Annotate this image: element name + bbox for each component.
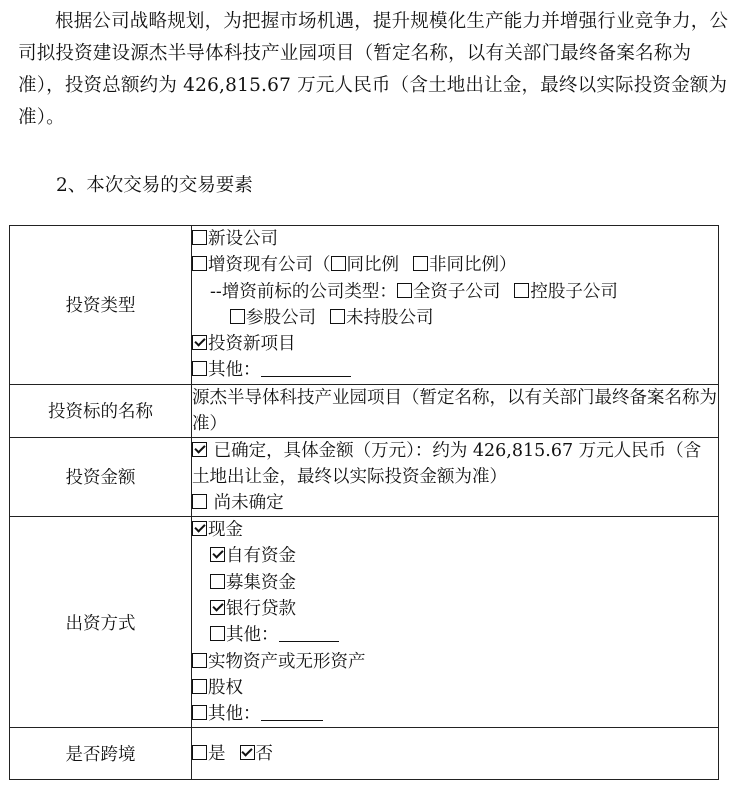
non-holding-checkbox[interactable] [330,309,345,324]
new-project-checkbox[interactable] [192,335,207,350]
amount-determined-text: 已确定，具体金额（万元）：约为 426,815.67 万元人民币（含土地出让金，最终以实际投资金额为准） [192,440,702,487]
funding-other-text: 其他： [208,704,261,725]
section-heading: 2、本次交易的交易要素 [56,175,253,196]
own-funds-checkbox[interactable] [210,547,225,562]
cross-border-yes-text: 是 [208,743,226,764]
cross-border-no-text: 否 [255,743,273,764]
table-row [10,517,719,728]
equity-text: 股权 [208,677,243,698]
cash-other-checkbox[interactable] [210,626,225,641]
cash-text: 现金 [208,520,243,541]
capital-increase-checkbox[interactable] [192,256,207,271]
funding-other-checkbox[interactable] [192,705,207,720]
cross-border-no-checkbox[interactable] [240,745,255,760]
other-type-blank[interactable] [261,360,351,377]
target-name-label: 投资标的名称 [10,384,192,437]
amount-undetermined-checkbox[interactable] [192,494,207,509]
non-holding-text: 未持股公司 [346,307,434,328]
new-company-text: 新设公司 [208,229,278,249]
non-same-ratio-text: 非同比例） [429,255,517,276]
transaction-elements-table [9,225,719,780]
cash-checkbox[interactable] [192,521,207,536]
capital-increase-text: 增资现有公司（ [208,255,331,276]
raised-funds-checkbox[interactable] [210,574,225,589]
bank-loan-checkbox[interactable] [210,600,225,615]
funding-other-blank[interactable] [261,704,323,721]
cash-other-text: 其他： [226,625,279,646]
raised-funds-text: 募集资金 [226,572,296,593]
holding-text: 控股子公司 [530,281,618,302]
new-company-checkbox[interactable] [192,230,207,245]
participating-text: 参股公司 [246,307,316,328]
same-ratio-text: 同比例 [346,255,399,276]
cash-other-blank[interactable] [279,625,339,642]
non-same-ratio-checkbox[interactable] [413,256,428,271]
cross-border-yes-checkbox[interactable] [192,745,207,760]
bank-loan-text: 银行贷款 [226,598,296,619]
table-row [10,384,719,437]
amount-determined-checkbox[interactable] [192,442,207,457]
other-type-text: 其他： [208,360,261,381]
investment-type-label: 投资类型 [10,226,192,385]
investment-type-content [192,226,719,385]
amount-label: 投资金额 [10,437,192,516]
target-name-value: 源杰半导体科技产业园项目（暂定名称，以有关部门最终备案名称为准） [192,387,717,434]
wholly-owned-checkbox[interactable] [397,283,412,298]
participating-checkbox[interactable] [230,309,245,324]
physical-assets-text: 实物资产或无形资产 [208,651,366,672]
target-type-prefix: --增资前标的公司类型： [210,281,397,302]
table-row [10,226,719,385]
new-project-text: 投资新项目 [208,334,296,355]
table-row [10,437,719,516]
holding-checkbox[interactable] [514,283,529,298]
cross-border-label: 是否跨境 [10,728,192,780]
equity-checkbox[interactable] [192,679,207,694]
own-funds-text: 自有资金 [226,546,296,567]
physical-assets-checkbox[interactable] [192,653,207,668]
other-type-checkbox[interactable] [192,361,207,376]
same-ratio-checkbox[interactable] [331,256,346,271]
intro-paragraph: 根据公司战略规划，为把握市场机遇，提升规模化生产能力并增强行业竞争力，公司拟投资建设源杰半导体科技产业园项目（暂定名称，以有关部门最终备案名称为准），投资总额约为 426,815.67 万元人民币（含土地出让金，最终以实际投资金额为准）。 [18,11,729,128]
amount-undetermined-text: 尚未确定 [213,492,284,513]
wholly-owned-text: 全资子公司 [412,281,501,302]
funding-method-label: 出资方式 [10,517,192,728]
table-row [10,728,719,780]
